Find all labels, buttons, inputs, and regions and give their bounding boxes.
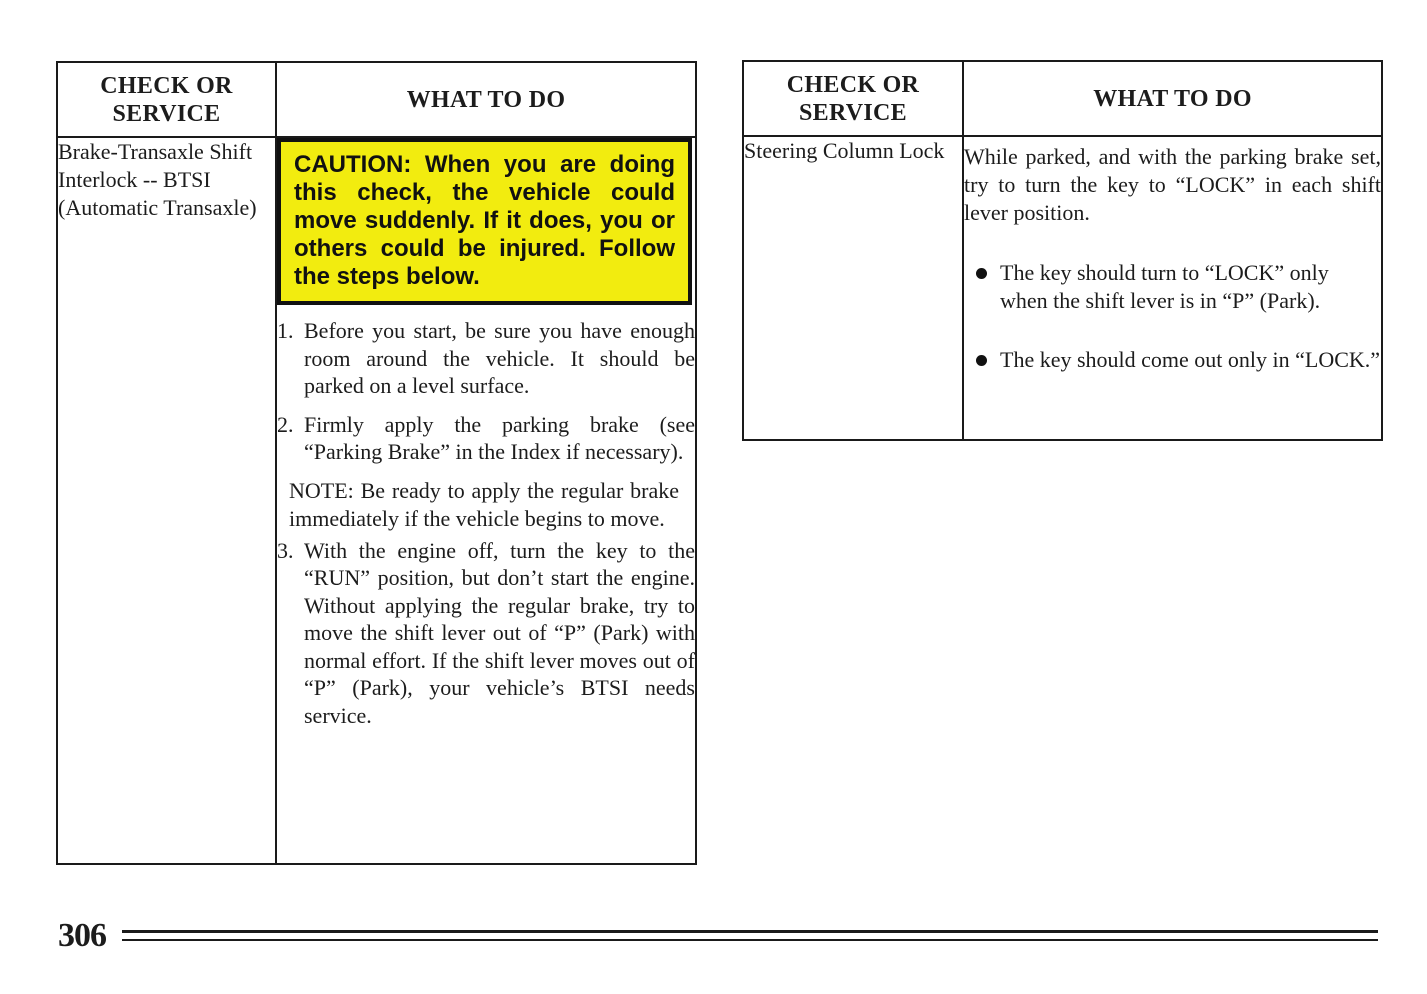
bullet-text: The key should turn to “LOCK” only when the shift lever is in “P” (Park). (1000, 260, 1329, 313)
bullet-icon (976, 355, 987, 366)
bullet-text: The key should come out only in “LOCK.” (1000, 347, 1381, 372)
service-item-steering-lock: Steering Column Lock (743, 136, 963, 440)
page-number: 306 (58, 917, 106, 954)
step-text: Before you start, be sure you have enough room around the vehicle. It should be parked on a level surface. (304, 318, 695, 398)
step-number: 1. (277, 318, 294, 343)
bullet-item (964, 259, 1381, 315)
footer-rule (122, 930, 1378, 933)
btsi-instructions (276, 137, 696, 864)
steering-lock-check-table (742, 60, 1383, 441)
btsi-check-table (56, 61, 697, 865)
intro-text: While parked, and with the parking brake set, try to turn the key to “LOCK” in each shift lever position. (964, 144, 1381, 225)
step-text: With the engine off, turn the key to the “RUN” position, but don’t start the engine. Without applying the regular brake, try to move the shift lever out of “P” (Park) with normal effort. If the shift lever moves out of “P” (Park), your vehicle’s BTSI needs service. (304, 537, 695, 728)
step-1 (277, 317, 695, 400)
step-number: 3. (277, 537, 294, 563)
step-number: 2. (277, 411, 294, 437)
service-item-btsi: Brake-Transaxle Shift Interlock -- BTSI (Automatic Transaxle) (57, 137, 276, 864)
bullet-icon (976, 268, 987, 279)
check-or-service-header: CHECK OR SERVICE (743, 61, 963, 136)
steering-lock-instructions (963, 136, 1382, 440)
step-2 (277, 411, 695, 466)
bullet-item (964, 346, 1381, 374)
note-text: NOTE: Be ready to apply the regular brake immediately if the vehicle begins to move. (289, 477, 679, 531)
step-text: Firmly apply the parking brake (see “Parking Brake” in the Index if necessary). (304, 411, 695, 464)
footer-rule (122, 939, 1378, 941)
step-3 (277, 537, 695, 730)
caution-box: CAUTION: When you are doing this check, the vehicle could move suddenly. If it does, you or others could be injured. Follow the steps below. (277, 138, 692, 305)
check-or-service-header: CHECK OR SERVICE (57, 62, 276, 137)
what-to-do-header: WHAT TO DO (963, 61, 1382, 136)
what-to-do-header: WHAT TO DO (276, 62, 696, 137)
